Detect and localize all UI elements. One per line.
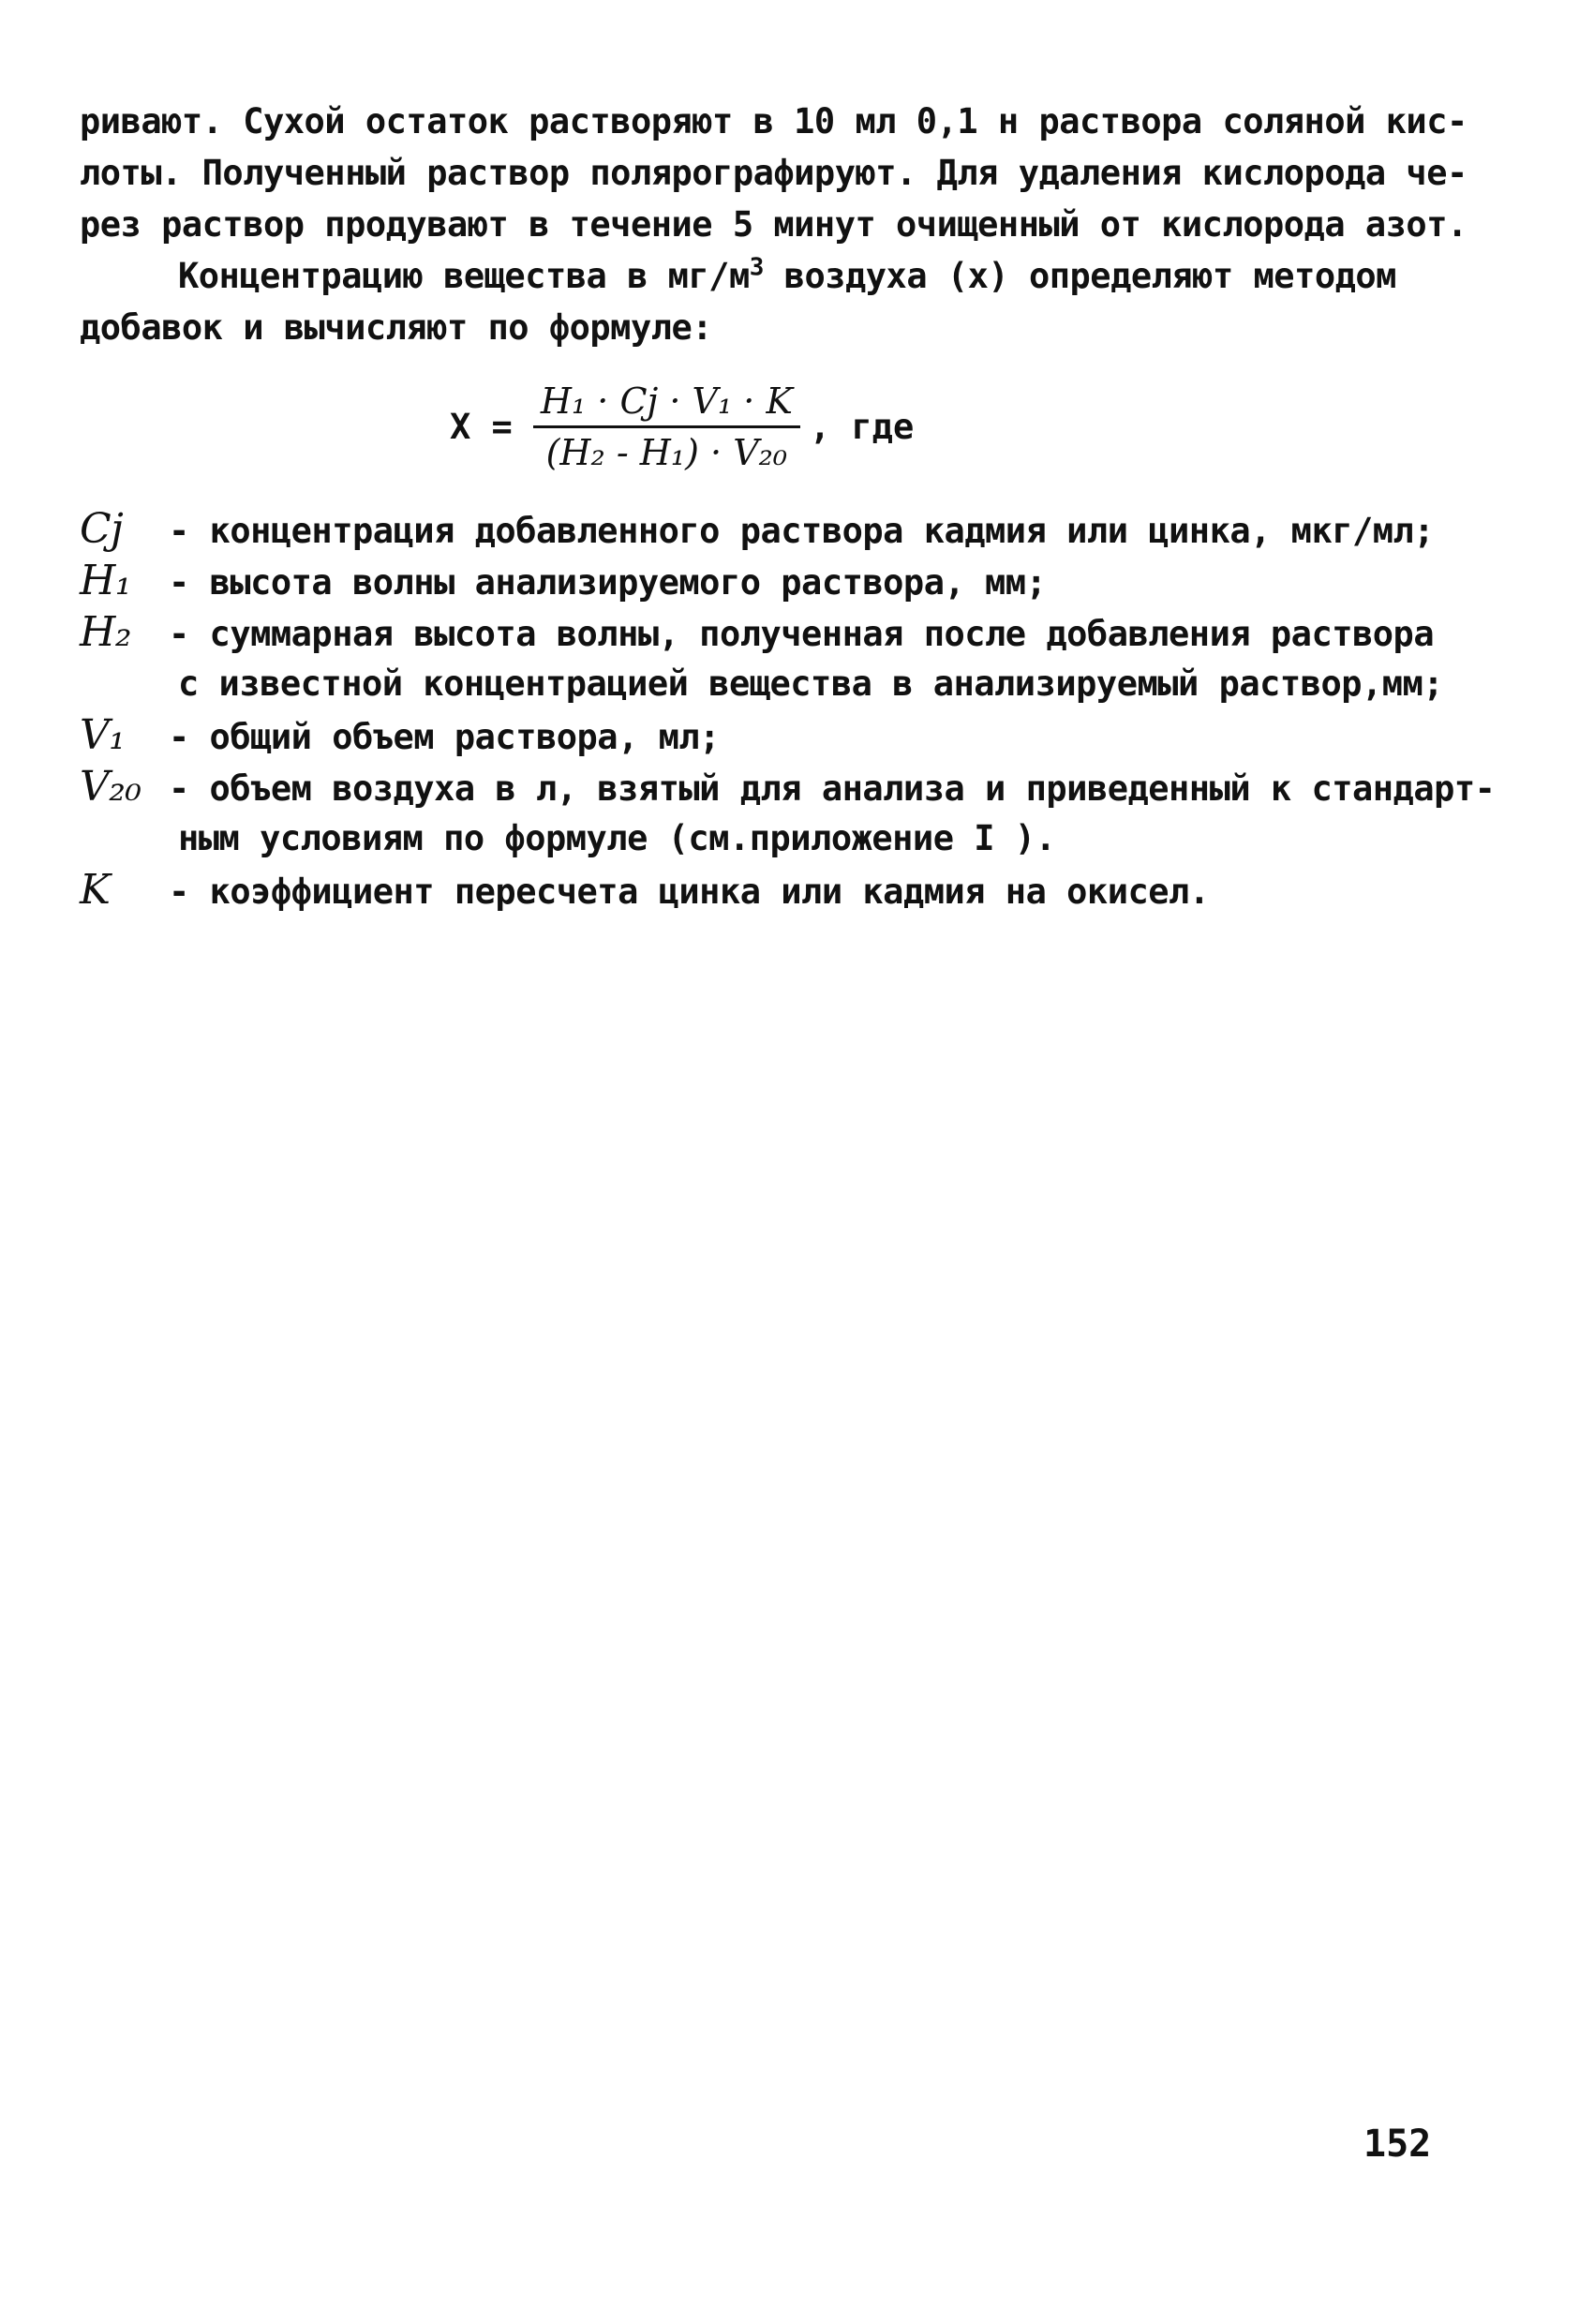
paragraph-line: ривают. Сухой остаток растворяют в 10 мл 0,1 н раствора соляной кис-	[80, 101, 1467, 142]
text-fragment: Концентрацию вещества в мг/м	[178, 256, 750, 296]
definition-symbol: V₁	[80, 711, 126, 759]
superscript: 3	[749, 253, 764, 282]
definition-text: - коэффициент пересчета цинка или кадмия на окисел.	[169, 872, 1210, 912]
paragraph-line: добавок и вычисляют по формуле:	[80, 307, 713, 348]
definition-item	[80, 712, 720, 761]
definition-item	[80, 506, 1434, 555]
paragraph-line: лоты. Полученный раствор полярографируют. Для удаления кислорода че-	[80, 153, 1467, 193]
definition-item	[80, 764, 1495, 812]
formula-lhs: Х =	[450, 406, 513, 447]
formula	[450, 361, 914, 492]
definition-symbol: V₂₀	[80, 763, 142, 811]
paragraph-line	[178, 253, 1396, 300]
definition-continuation: ным условиям по формуле (см.приложение I ).	[178, 818, 1056, 858]
definition-text: - объем воздуха в л, взятый для анализа и приведенный к стандарт-	[169, 768, 1496, 809]
definition-text: - высота волны анализируемого раствора, мм;	[169, 562, 1047, 603]
page-number: 152	[1363, 2123, 1432, 2166]
paragraph-line: рез раствор продувают в течение 5 минут очищенный от кислорода азот.	[80, 204, 1467, 245]
formula-denominator: (H₂ - H₁) · V₂₀	[545, 431, 788, 473]
formula-numerator: H₁ · Cj · V₁ · K	[540, 380, 793, 422]
definition-symbol: H₂	[80, 608, 132, 656]
fraction-bar	[533, 425, 800, 428]
definition-symbol: K	[80, 866, 111, 914]
definition-item	[80, 867, 1210, 916]
definition-item	[80, 609, 1434, 658]
definition-text: - концентрация добавленного раствора кадмия или цинка, мкг/мл;	[169, 511, 1435, 551]
definition-continuation: с известной концентрацией вещества в анализируемый раствор,мм;	[178, 663, 1444, 704]
definition-item	[80, 558, 1046, 606]
formula-where: , где	[809, 406, 915, 447]
definition-text: - общий объем раствора, мл;	[169, 717, 720, 757]
definition-symbol: H₁	[80, 557, 132, 604]
formula-fraction	[533, 380, 800, 473]
definition-symbol: Cj	[80, 505, 124, 553]
text-fragment: воздуха (х) определяют методом	[763, 256, 1396, 296]
definition-text: - суммарная высота волны, полученная после добавления раствора	[169, 614, 1435, 654]
